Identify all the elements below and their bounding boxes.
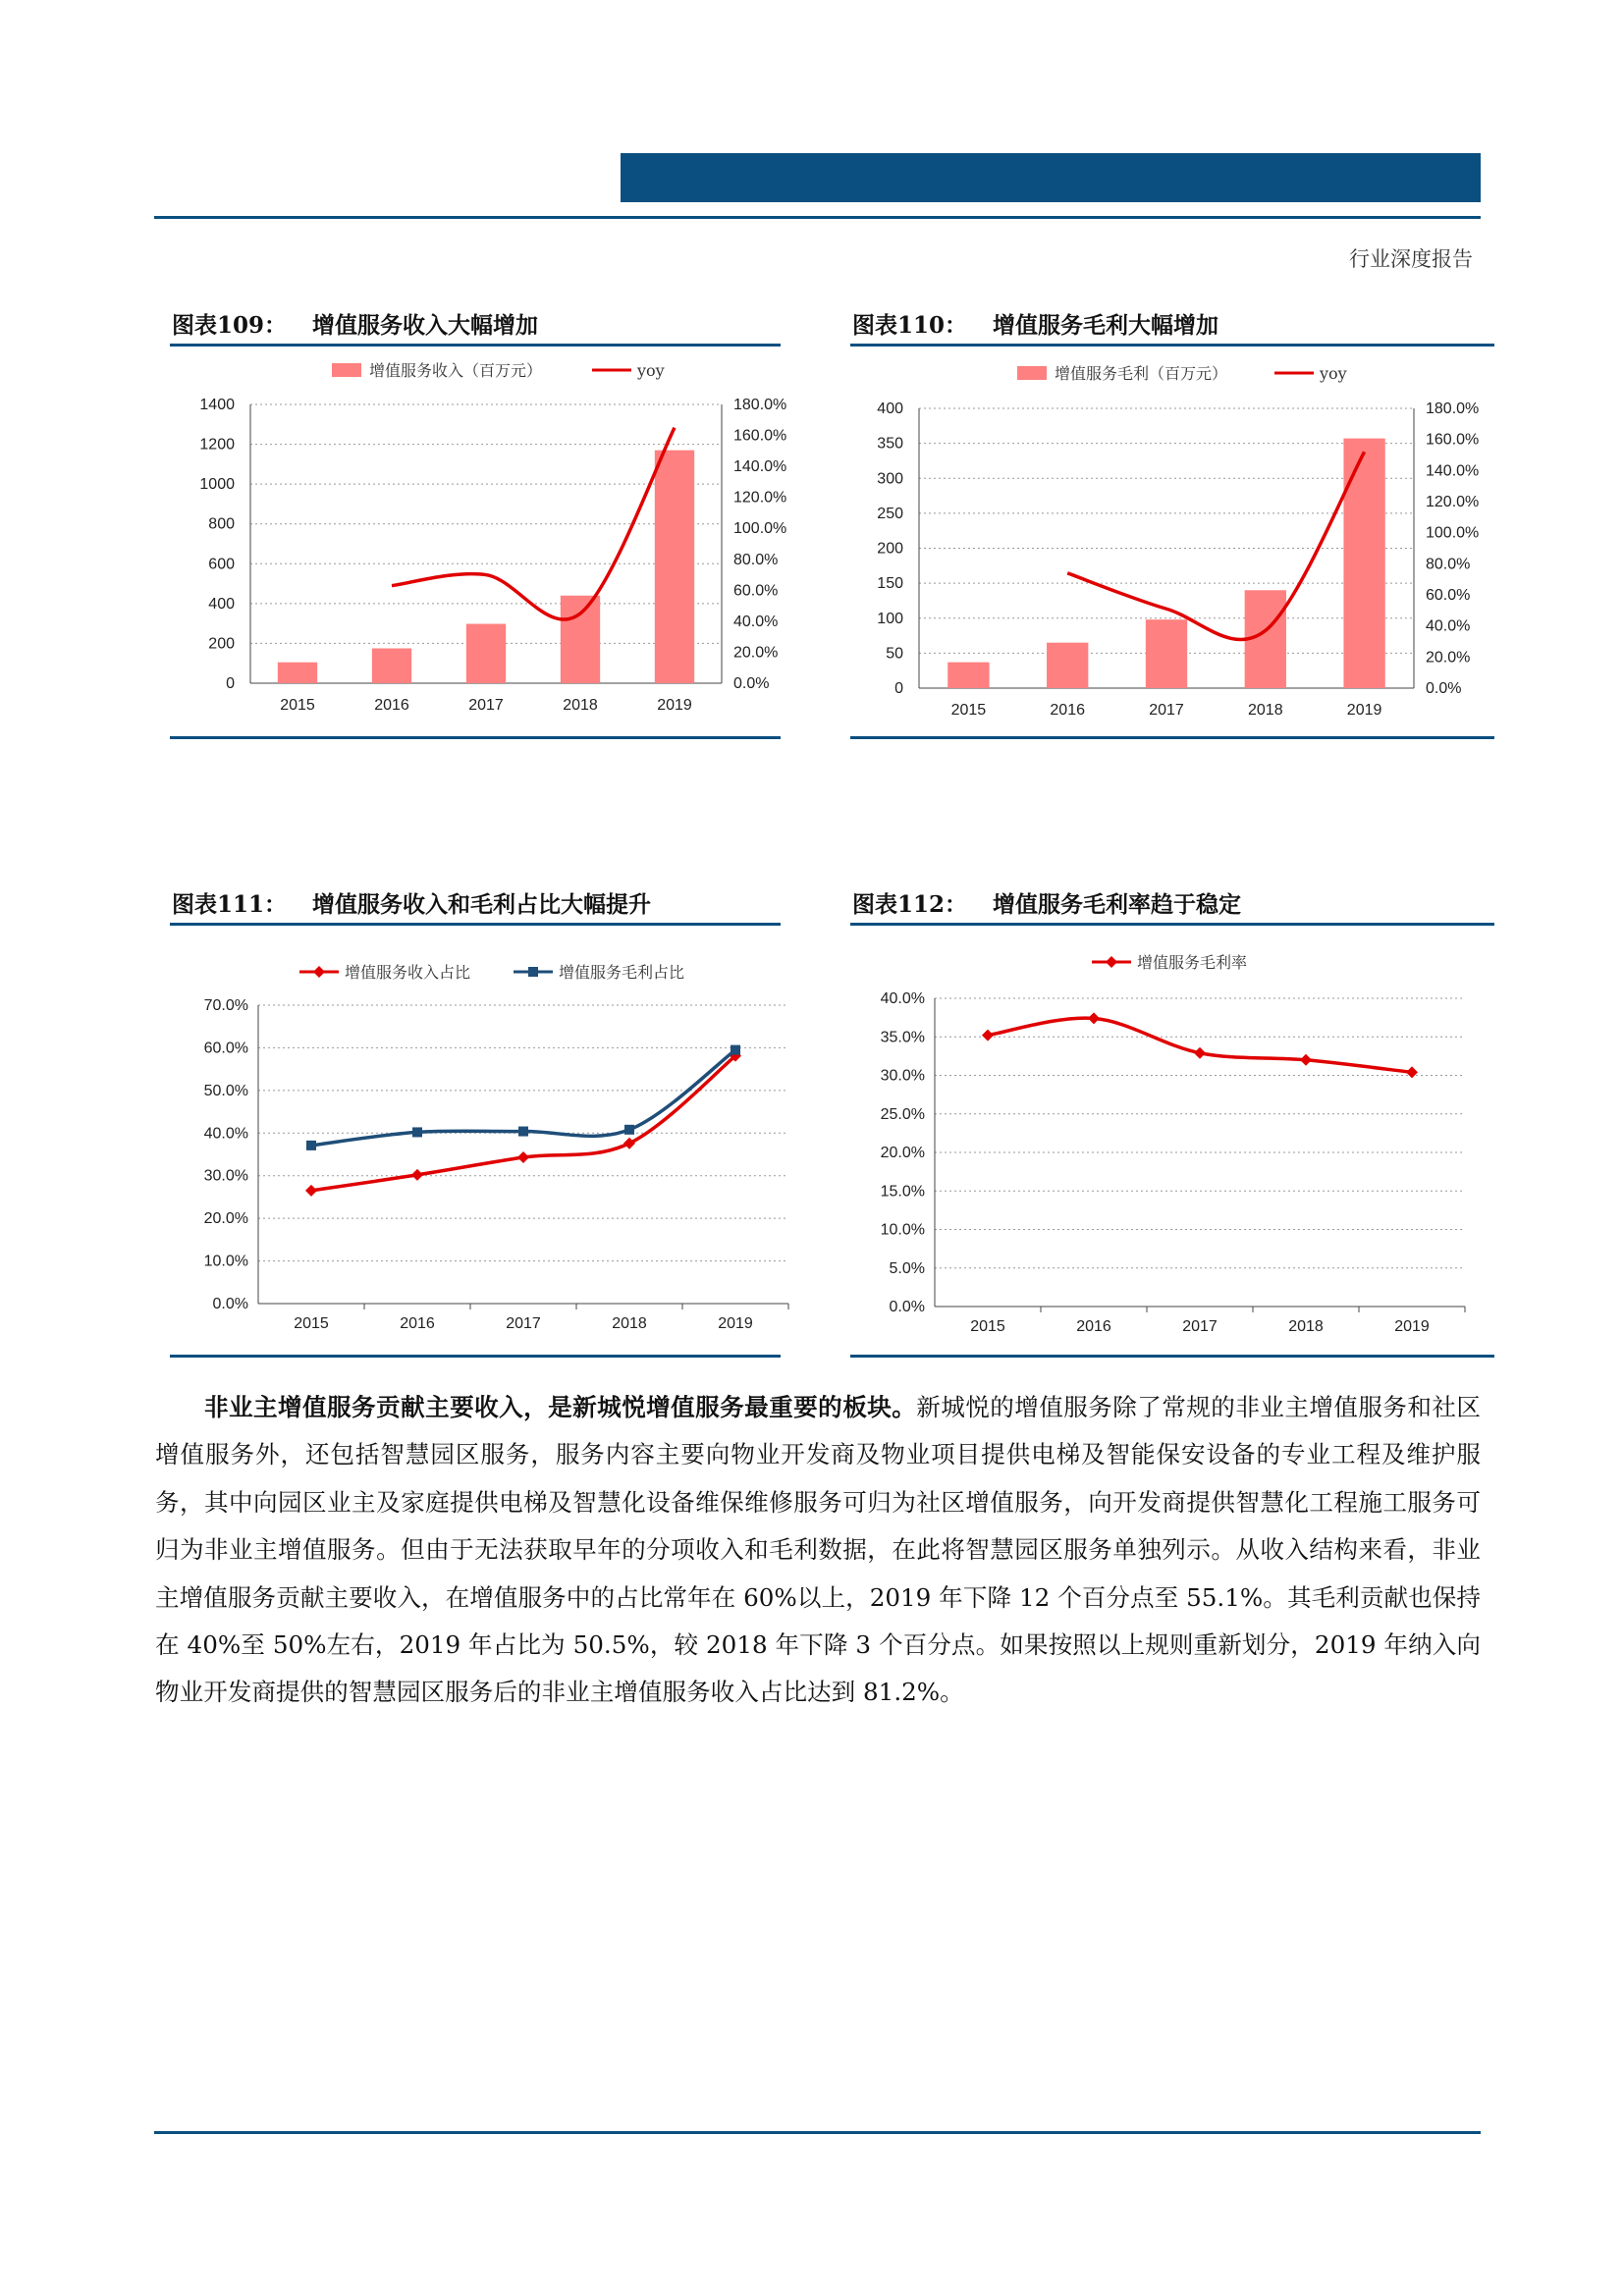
body-paragraph [155, 1384, 1481, 1717]
figure-label: 图表109： [172, 312, 288, 339]
y-right-tick-label: 60.0% [1426, 587, 1471, 604]
x-tick-label: 2019 [1394, 1318, 1430, 1335]
x-tick-label: 2016 [1076, 1318, 1111, 1335]
y-tick-label: 40.0% [203, 1125, 248, 1143]
bar [466, 624, 506, 683]
figure-label: 图表111： [172, 891, 288, 918]
y-left-tick-label: 200 [877, 540, 903, 558]
x-tick-label: 2019 [718, 1315, 753, 1332]
y-left-tick-label: 150 [877, 575, 903, 593]
figure-112-top-rule [850, 923, 1494, 926]
bar [1047, 643, 1088, 688]
report-type-label: 行业深度报告 [1349, 247, 1473, 271]
y-tick-label: 25.0% [880, 1105, 925, 1123]
x-tick-label: 2018 [612, 1315, 647, 1332]
y-left-tick-label: 800 [208, 515, 235, 533]
y-right-tick-label: 160.0% [733, 427, 787, 445]
legend-marker [1106, 956, 1117, 968]
x-tick-label: 2016 [374, 697, 409, 714]
legend-label: 增值服务毛利占比 [559, 963, 685, 982]
y-tick-label: 30.0% [203, 1167, 248, 1185]
x-tick-label: 2018 [1288, 1318, 1324, 1335]
x-tick-label: 2017 [1182, 1318, 1218, 1335]
bar [561, 596, 600, 683]
y-right-tick-label: 40.0% [733, 613, 779, 630]
y-left-tick-label: 1400 [199, 397, 235, 413]
y-left-tick-label: 50 [886, 645, 903, 663]
y-right-tick-label: 100.0% [1426, 524, 1480, 542]
y-tick-label: 5.0% [889, 1259, 925, 1277]
x-tick-label: 2016 [400, 1315, 435, 1332]
legend-label: 增值服务毛利率 [1137, 953, 1248, 972]
figure-label: 图表110： [852, 312, 968, 339]
y-right-tick-label: 120.0% [1426, 494, 1480, 510]
y-left-tick-label: 200 [208, 635, 235, 653]
series-line [988, 1018, 1412, 1072]
series-marker [411, 1169, 423, 1181]
y-left-tick-label: 1200 [199, 436, 235, 454]
y-right-tick-label: 0.0% [1426, 680, 1462, 697]
bar [947, 663, 989, 688]
bar [372, 649, 411, 684]
figure-111-bottom-rule [170, 1355, 781, 1358]
y-right-tick-label: 180.0% [733, 397, 787, 413]
x-tick-label: 2015 [294, 1315, 329, 1332]
figure-caption: 增值服务收入和毛利占比大幅提升 [312, 891, 652, 918]
y-right-tick-label: 40.0% [1426, 617, 1471, 635]
y-tick-label: 70.0% [203, 997, 248, 1014]
bar [278, 663, 317, 683]
x-tick-label: 2017 [468, 697, 504, 714]
x-tick-label: 2016 [1050, 702, 1085, 719]
x-tick-label: 2017 [506, 1315, 541, 1332]
figure-109-top-rule [170, 344, 781, 347]
x-tick-label: 2019 [1346, 702, 1382, 719]
series-marker [982, 1030, 994, 1041]
header-bar [621, 153, 1481, 202]
legend-marker [528, 967, 538, 977]
series-line [311, 1056, 735, 1191]
y-left-tick-label: 400 [208, 595, 235, 613]
bar [1146, 619, 1187, 688]
y-right-tick-label: 140.0% [733, 458, 787, 476]
x-tick-label: 2015 [950, 702, 987, 719]
y-left-tick-label: 1000 [199, 476, 235, 494]
y-right-tick-label: 60.0% [733, 582, 779, 600]
y-tick-label: 35.0% [880, 1029, 925, 1046]
x-tick-label: 2015 [970, 1318, 1005, 1335]
y-tick-label: 20.0% [880, 1145, 925, 1161]
y-left-tick-label: 100 [877, 610, 903, 627]
y-left-tick-label: 300 [877, 470, 903, 488]
yoy-line [1067, 452, 1364, 639]
series-marker [305, 1185, 317, 1197]
series-marker [306, 1141, 316, 1150]
y-right-tick-label: 140.0% [1426, 462, 1480, 480]
y-right-tick-label: 120.0% [733, 489, 787, 507]
figure-caption: 增值服务毛利大幅增加 [993, 312, 1219, 339]
series-marker [623, 1138, 635, 1149]
y-left-tick-label: 600 [208, 556, 235, 573]
series-marker [1194, 1047, 1206, 1059]
footer-rule [154, 2131, 1481, 2134]
series-marker [412, 1127, 422, 1137]
y-right-tick-label: 100.0% [733, 520, 787, 538]
legend-label: 增值服务收入占比 [345, 963, 471, 982]
legend-label-line: yoy [1320, 364, 1347, 383]
y-right-tick-label: 180.0% [1426, 400, 1480, 417]
legend-marker [313, 966, 325, 978]
series-marker [624, 1125, 634, 1135]
figure-110-bottom-rule [850, 736, 1494, 739]
y-right-tick-label: 80.0% [733, 551, 779, 568]
y-tick-label: 10.0% [203, 1253, 248, 1270]
y-right-tick-label: 160.0% [1426, 431, 1480, 449]
body-lead: 非业主增值服务贡献主要收入，是新城悦增值服务最重要的板块。 [204, 1393, 917, 1421]
series-marker [517, 1151, 529, 1163]
legend-label-line: yoy [637, 361, 665, 380]
chart-112-margin [850, 928, 1494, 1355]
figure-111-top-rule [170, 923, 781, 926]
y-tick-label: 0.0% [889, 1299, 925, 1315]
chart-111-share [170, 928, 781, 1355]
chart-109-revenue [170, 348, 787, 736]
x-tick-label: 2018 [1248, 702, 1283, 719]
legend-label-bar: 增值服务毛利（百万元） [1055, 364, 1228, 383]
bar [655, 451, 694, 683]
y-left-tick-label: 0 [226, 675, 235, 692]
y-tick-label: 20.0% [203, 1210, 248, 1228]
header-rule [154, 216, 1481, 219]
figure-109-bottom-rule [170, 736, 781, 739]
figure-112-bottom-rule [850, 1355, 1494, 1358]
figure-110-title [852, 307, 1218, 340]
figure-109-title [172, 307, 538, 340]
x-tick-label: 2018 [563, 697, 598, 714]
x-tick-label: 2017 [1149, 702, 1184, 719]
figure-caption: 增值服务毛利率趋于稳定 [993, 891, 1242, 918]
y-tick-label: 10.0% [880, 1221, 925, 1239]
yoy-line [392, 428, 675, 619]
x-tick-label: 2019 [657, 697, 692, 714]
y-tick-label: 15.0% [880, 1183, 925, 1201]
legend-label-bar: 增值服务收入（百万元） [369, 361, 543, 380]
figure-caption: 增值服务收入大幅增加 [312, 312, 539, 339]
bar [1343, 439, 1384, 688]
y-right-tick-label: 80.0% [1426, 556, 1471, 573]
legend-swatch-bar [332, 363, 361, 377]
y-tick-label: 40.0% [880, 990, 925, 1007]
chart-110-gross-profit [850, 348, 1494, 736]
series-marker [1088, 1012, 1100, 1024]
series-marker [1300, 1054, 1312, 1066]
legend-swatch-bar [1017, 366, 1047, 380]
y-right-tick-label: 20.0% [1426, 649, 1471, 667]
y-tick-label: 50.0% [203, 1082, 248, 1099]
y-left-tick-label: 350 [877, 435, 903, 453]
x-tick-label: 2015 [280, 697, 315, 714]
body-text: 新城悦的增值服务除了常规的非业主增值服务和社区增值服务外，还包括智慧园区服务，服务内容主要向物业开发商及物业项目提供电梯及智能保安设备的专业工程及维护服务，其中向园区业主及家庭提供电梯及智慧化设备维保维修服务可归为社区增值服务，向开发商提供智慧化工程施工服务可归为非业主增值服务。但由于无法获取早年的分项收入和毛利数据，在此将智慧园区服务单独列示。从收入结构来看，非业主增值服务贡献主要收入，在增值服务中的占比常年在 60%以上，2019 年下降 12 个百分点至 55.1%。其毛利贡献也保持在 40%至 50%左右，2019 年占比为 50.5%，较 2018 年下降 3 个百分点。如果按照以上规则重新划分，2019 年纳入向物业开发商提供的智慧园区服务后的非业主增值服务收入占比达到 81.2%。 [155, 1393, 1481, 1707]
y-left-tick-label: 250 [877, 505, 903, 522]
y-left-tick-label: 0 [894, 680, 903, 697]
y-right-tick-label: 0.0% [733, 675, 770, 692]
series-marker [731, 1045, 740, 1055]
y-tick-label: 60.0% [203, 1040, 248, 1057]
figure-111-title [172, 886, 651, 919]
y-tick-label: 30.0% [880, 1067, 925, 1085]
series-marker [1406, 1066, 1418, 1078]
series-marker [518, 1127, 528, 1137]
figure-112-title [852, 886, 1241, 919]
y-right-tick-label: 20.0% [733, 644, 779, 662]
figure-110-top-rule [850, 344, 1494, 347]
y-tick-label: 0.0% [212, 1296, 248, 1312]
y-left-tick-label: 400 [877, 400, 903, 417]
figure-label: 图表112： [852, 891, 968, 918]
